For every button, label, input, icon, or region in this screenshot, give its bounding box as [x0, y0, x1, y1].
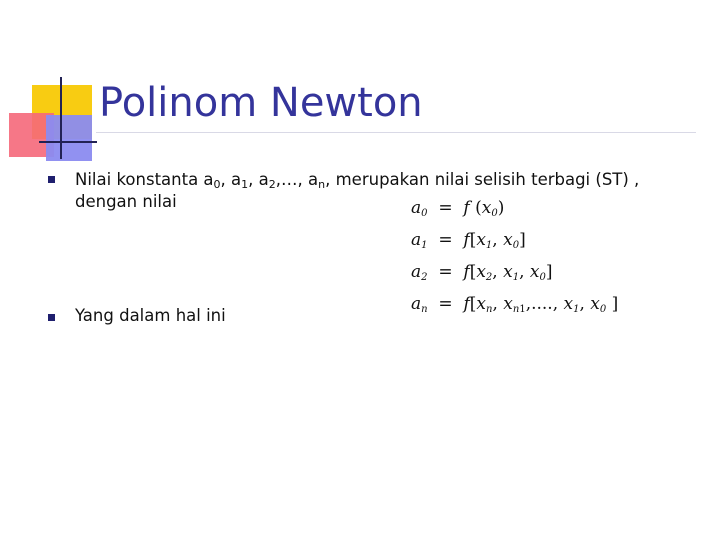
eq-close: ] — [606, 294, 619, 314]
equation-a2 — [411, 262, 553, 282]
eq-sub: 2 — [421, 272, 428, 283]
bullet-text-2: Yang dalam hal ini — [75, 306, 226, 325]
eq-open: ( — [469, 198, 482, 218]
bullet-1-sep: ,…, a — [275, 170, 319, 189]
eq-equals: = — [432, 198, 458, 218]
eq-sub: n — [421, 304, 428, 315]
eq-comma: , — [579, 294, 591, 314]
eq-lhs: a — [411, 262, 422, 282]
eq-var: x — [476, 262, 486, 282]
eq-comma: , — [519, 262, 530, 282]
eq-sub: 0 — [491, 208, 498, 219]
eq-var: x — [481, 198, 492, 218]
eq-sub: 0 — [539, 272, 546, 283]
eq-lhs: a — [411, 230, 422, 250]
eq-open: [ — [469, 294, 477, 314]
eq-sub: n — [486, 304, 493, 315]
equation-a1 — [411, 230, 526, 250]
equation-a0 — [411, 198, 504, 218]
eq-close: ) — [497, 198, 505, 218]
bullet-1-prefix: Nilai konstanta a — [75, 170, 214, 189]
eq-comma: , — [492, 262, 504, 282]
eq-var: x — [476, 294, 486, 314]
eq-close: ] — [545, 262, 553, 282]
eq-equals: = — [433, 294, 459, 314]
eq-sub: n — [512, 304, 520, 315]
eq-equals: = — [432, 262, 458, 282]
decor-blue-square — [46, 115, 92, 161]
eq-var: x — [503, 230, 513, 250]
eq-var: x — [476, 230, 486, 250]
eq-lhs: a — [411, 198, 422, 218]
bullet-1-sep: , merupakan nilai selisih terbagi (ST) , — [325, 170, 640, 189]
eq-var: x — [503, 262, 513, 282]
decor-horizontal-line — [39, 141, 97, 143]
eq-var: x — [503, 294, 513, 314]
eq-fn: f — [463, 294, 470, 314]
bullet-text-1-line2: dengan nilai — [75, 192, 177, 211]
eq-var: x — [563, 294, 574, 314]
eq-sub: 0 — [599, 304, 607, 315]
subscript: 2 — [268, 178, 276, 191]
eq-sub: 1 — [485, 240, 493, 251]
bullet-1-sep: , a — [248, 170, 269, 189]
bullet-1-sep: , a — [220, 170, 242, 189]
title-rule — [96, 132, 696, 133]
eq-sub: 0 — [421, 208, 428, 219]
eq-sub: 1 — [512, 272, 520, 283]
decor-vertical-line — [60, 77, 62, 159]
bullet-text-1 — [75, 169, 705, 191]
eq-lhs: a — [411, 294, 422, 314]
eq-var: x — [529, 262, 540, 282]
bullet-marker — [48, 314, 55, 321]
subscript: 1 — [241, 178, 249, 191]
eq-ellipsis: ,...., — [525, 294, 564, 314]
eq-comma: , — [492, 294, 504, 314]
eq-open: [ — [469, 262, 477, 282]
subscript: 0 — [213, 178, 221, 191]
eq-sub: 1 — [573, 304, 580, 315]
eq-fn: f — [463, 262, 470, 282]
eq-sub: 0 — [512, 240, 520, 251]
equation-an — [411, 294, 618, 314]
eq-fn: f — [463, 230, 470, 250]
subscript: n — [318, 178, 326, 191]
eq-equals: = — [432, 230, 458, 250]
bullet-marker — [48, 176, 55, 183]
eq-sub: 2 — [485, 272, 493, 283]
eq-var: x — [590, 294, 600, 314]
eq-comma: , — [492, 230, 504, 250]
eq-close: ] — [519, 230, 526, 250]
eq-sub: 1 — [519, 304, 526, 315]
page-title: Polinom Newton — [99, 80, 423, 126]
eq-sub: 1 — [421, 240, 428, 251]
eq-open: [ — [469, 230, 477, 250]
eq-fn: f — [463, 198, 470, 218]
